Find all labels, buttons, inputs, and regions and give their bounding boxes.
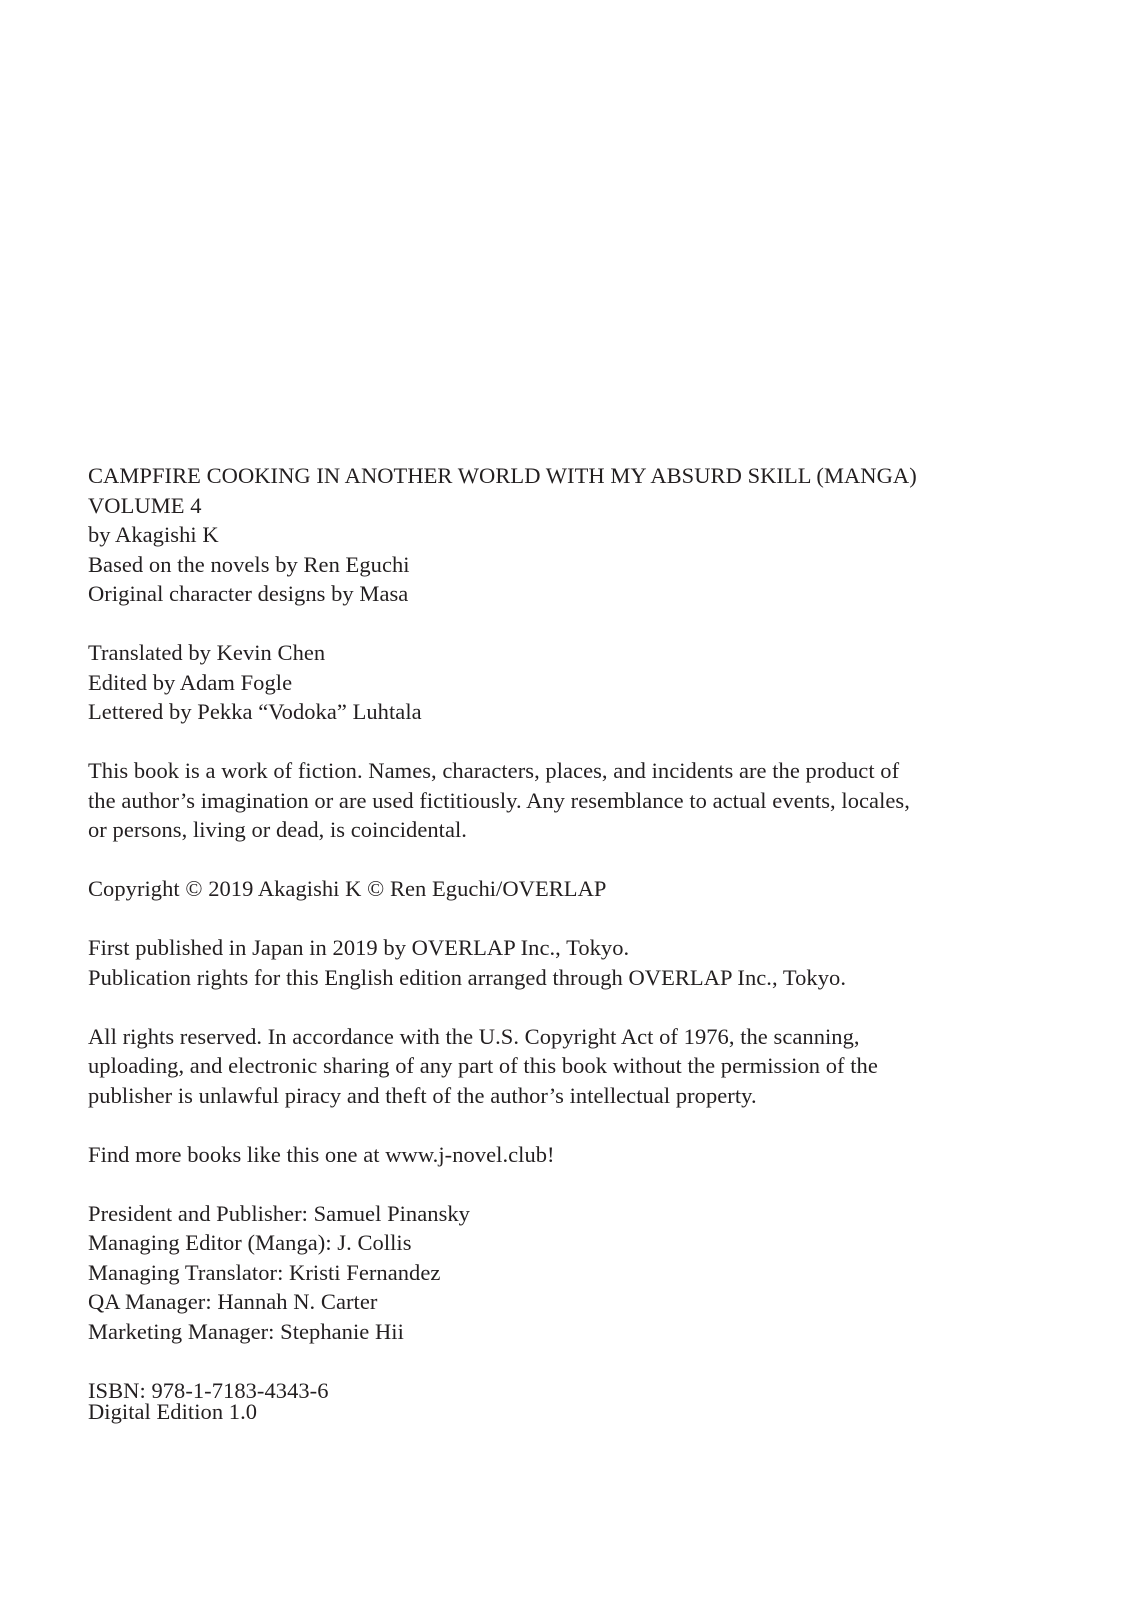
book-title: CAMPFIRE COOKING IN ANOTHER WORLD WITH MY ABSURD SKILL (MANGA) xyxy=(88,463,917,488)
copyright-line: Copyright © 2019 Akagishi K © Ren Eguchi/OVERLAP xyxy=(88,876,607,901)
digital-edition: Digital Edition 1.0 xyxy=(88,1399,258,1424)
based-on-credit: Based on the novels by Ren Eguchi xyxy=(88,551,410,577)
rights-notice xyxy=(88,1022,1048,1111)
rights-notice-line: All rights reserved. In accordance with the U.S. Copyright Act of 1976, the scanning, xyxy=(88,1023,860,1049)
rights-notice-line: publisher is unlawful piracy and theft of the author’s intellectual property. xyxy=(88,1082,757,1108)
isbn: ISBN: 978-1-7183-4343-6 xyxy=(88,1377,329,1403)
title-block xyxy=(88,461,1048,609)
publication-notice xyxy=(88,933,1048,992)
edition-info xyxy=(88,1376,1048,1427)
staff-block xyxy=(88,638,1048,727)
fiction-notice-line: This book is a work of fiction. Names, characters, places, and incidents are the product of xyxy=(88,758,900,783)
character-design-credit: Original character designs by Masa xyxy=(88,581,409,606)
editor-credit: Edited by Adam Fogle xyxy=(88,669,293,695)
rights-notice-line: uploading, and electronic sharing of any part of this book without the permission of the xyxy=(88,1053,878,1078)
credits-text xyxy=(88,461,1048,1456)
managing-editor-credit: Managing Editor (Manga): J. Collis xyxy=(88,1230,412,1255)
president-credit: President and Publisher: Samuel Pinansky xyxy=(88,1200,470,1226)
first-published-line: First published in Japan in 2019 by OVERLAP Inc., Tokyo. xyxy=(88,935,630,960)
volume-number: VOLUME 4 xyxy=(88,492,202,518)
publication-rights-line: Publication rights for this English edition arranged through OVERLAP Inc., Tokyo. xyxy=(88,964,847,990)
website-notice xyxy=(88,1140,1048,1170)
publisher-staff xyxy=(88,1199,1048,1347)
translator-credit: Translated by Kevin Chen xyxy=(88,640,326,665)
qa-manager-credit: QA Manager: Hannah N. Carter xyxy=(88,1289,378,1314)
fiction-notice-line: or persons, living or dead, is coincidental. xyxy=(88,817,467,842)
website-line: Find more books like this one at www.j-novel.club! xyxy=(88,1141,555,1167)
fiction-notice-line: the author’s imagination or are used fictitiously. Any resemblance to actual events, locales, xyxy=(88,787,910,813)
letterer-credit: Lettered by Pekka “Vodoka” Luhtala xyxy=(88,699,422,724)
managing-translator-credit: Managing Translator: Kristi Fernandez xyxy=(88,1259,441,1285)
author-credit: by Akagishi K xyxy=(88,522,219,547)
fiction-notice xyxy=(88,756,1048,845)
marketing-manager-credit: Marketing Manager: Stephanie Hii xyxy=(88,1318,404,1344)
copyright-notice xyxy=(88,874,1048,904)
